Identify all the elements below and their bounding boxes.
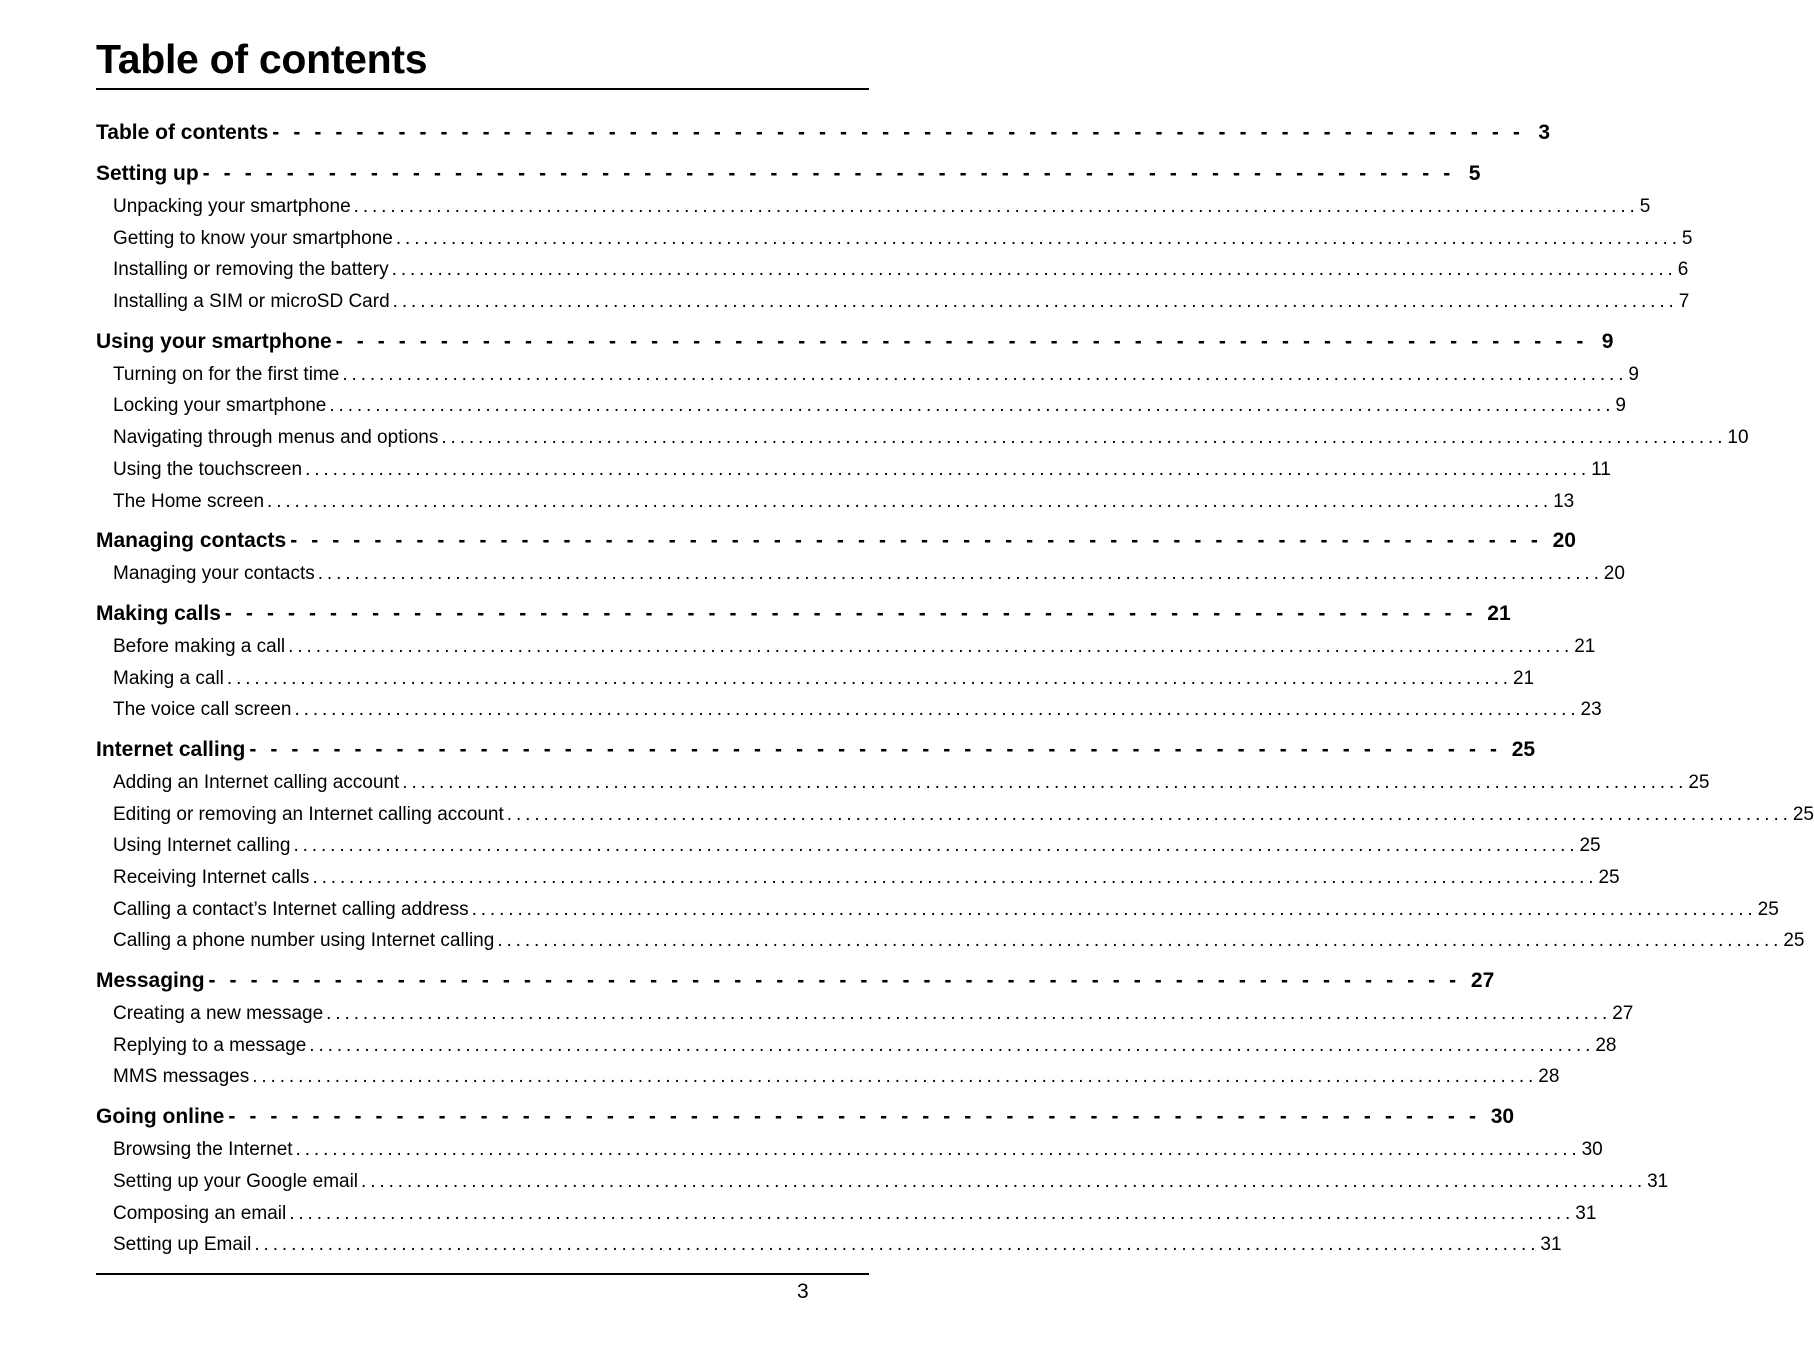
dot-leader: ............................................................................................................................................	[402, 771, 1688, 793]
subsection-title: Using the touchscreen	[113, 458, 303, 480]
toc-subsection-entry[interactable]	[96, 390, 1626, 422]
chapter-title: Going online	[96, 1105, 225, 1129]
subsection-title: Adding an Internet calling account	[113, 771, 400, 793]
dash-leader: - - - - - - - - - - - - - - - - - - - - - - - - - - - - - - - - - - - - - - - - - - - - - - - - - - - - - - - - - - - -	[202, 162, 1455, 185]
subsection-title: Replying to a message	[113, 1034, 307, 1056]
toc-subsection-entry[interactable]	[96, 1134, 1603, 1166]
subsection-page-number: 21	[1574, 635, 1596, 657]
subsection-page-number: 6	[1677, 259, 1689, 281]
dot-leader: ............................................................................................................................................	[395, 227, 1681, 249]
subsection-title: MMS messages	[113, 1066, 250, 1088]
subsection-title: Making a call	[113, 667, 224, 689]
subsection-title: The voice call screen	[113, 699, 292, 721]
toc-subsection-entry[interactable]	[96, 1166, 1669, 1198]
subsection-title: Navigating through menus and options	[113, 427, 439, 449]
dash-leader: - - - - - - - - - - - - - - - - - - - - - - - - - - - - - - - - - - - - - - - - - - - - - - - - - - - - - - - - - - - -	[335, 329, 1588, 353]
page-number: 3	[797, 1280, 809, 1303]
toc-subsection-entry[interactable]	[96, 223, 1693, 255]
dot-leader: ............................................................................................................................................	[353, 196, 1639, 217]
dot-leader: ............................................................................................................................................	[252, 1066, 1538, 1088]
toc-subsection-entry[interactable]	[96, 558, 1625, 590]
dot-leader: ............................................................................................................................................	[289, 1202, 1575, 1224]
dot-leader: ............................................................................................................................................	[293, 835, 1579, 857]
subsection-page-number: 5	[1681, 227, 1693, 249]
subsection-title: Receiving Internet calls	[113, 867, 310, 888]
toc-section	[96, 964, 1634, 1093]
chapter-page-number: 21	[1487, 601, 1511, 625]
subsection-page-number: 11	[1591, 458, 1611, 480]
subsection-title: Installing a SIM or microSD Card	[113, 291, 390, 313]
subsection-title: Locking your smartphone	[113, 395, 327, 417]
toc-subsection-entry[interactable]	[96, 799, 1814, 831]
subsection-page-number: 20	[1603, 563, 1625, 585]
subsection-title: Managing your contacts	[113, 563, 315, 585]
dot-leader: ............................................................................................................................................	[342, 363, 1628, 385]
table-of-contents	[96, 116, 1814, 1268]
toc-chapter-entry[interactable]	[96, 964, 1495, 998]
dot-leader: ............................................................................................................................................	[312, 867, 1598, 888]
chapter-title: Using your smartphone	[96, 329, 332, 353]
subsection-title: Composing an email	[113, 1202, 287, 1224]
title-divider	[96, 88, 869, 90]
toc-subsection-entry[interactable]	[96, 1229, 1562, 1261]
subsection-page-number: 31	[1540, 1234, 1562, 1256]
chapter-title: Making calls	[96, 601, 221, 625]
toc-subsection-entry[interactable]	[96, 862, 1620, 894]
subsection-title: Before making a call	[113, 635, 286, 657]
subsection-page-number: 23	[1580, 699, 1602, 721]
dot-leader: ............................................................................................................................................	[329, 395, 1615, 417]
subsection-title: Getting to know your smartphone	[113, 227, 393, 249]
subsection-title: Calling a phone number using Internet calling	[113, 930, 495, 952]
toc-chapter-entry[interactable]	[96, 597, 1511, 631]
dot-leader: ............................................................................................................................................	[361, 1170, 1647, 1192]
subsection-page-number: 5	[1639, 196, 1651, 217]
toc-subsection-entry[interactable]	[96, 286, 1690, 318]
chapter-title: Internet calling	[96, 737, 246, 761]
dot-leader: ............................................................................................................................................	[497, 930, 1783, 952]
subsection-title: Editing or removing an Internet calling account	[113, 803, 504, 825]
dash-leader: - - - - - - - - - - - - - - - - - - - - - - - - - - - - - - - - - - - - - - - - - - - - - - - - - - - - - - - - - - - -	[249, 737, 1502, 761]
dash-leader: - - - - - - - - - - - - - - - - - - - - - - - - - - - - - - - - - - - - - - - - - - - - - - - - - - - - - - - - - - - -	[224, 601, 1477, 625]
toc-chapter-entry[interactable]	[96, 733, 1536, 767]
dot-leader: ............................................................................................................................................	[254, 1234, 1540, 1256]
subsection-page-number: 30	[1581, 1139, 1603, 1161]
subsection-page-number: 31	[1647, 1170, 1669, 1192]
subsection-page-number: 25	[1598, 867, 1620, 888]
dot-leader: ............................................................................................................................................	[471, 898, 1757, 920]
subsection-title: Setting up your Google email	[113, 1170, 359, 1192]
dot-leader: ............................................................................................................................................	[392, 291, 1678, 313]
subsection-title: Unpacking your smartphone	[113, 196, 351, 217]
subsection-page-number: 9	[1615, 395, 1626, 417]
subsection-title: Turning on for the first time	[113, 363, 340, 385]
dot-leader: ............................................................................................................................................	[288, 635, 1574, 657]
chapter-page-number: 30	[1490, 1105, 1515, 1129]
toc-subsection-entry[interactable]	[96, 694, 1602, 726]
footer-divider	[96, 1273, 869, 1275]
dot-leader: ............................................................................................................................................	[391, 259, 1677, 281]
toc-section	[96, 597, 1602, 726]
subsection-title: Setting up Email	[113, 1234, 252, 1256]
subsection-page-number: 28	[1538, 1066, 1560, 1088]
subsection-page-number: 21	[1512, 667, 1535, 689]
toc-section	[96, 1100, 1669, 1261]
toc-subsection-entry[interactable]	[96, 454, 1611, 486]
chapter-page-number: 3	[1538, 121, 1551, 144]
dash-leader: - - - - - - - - - - - - - - - - - - - - - - - - - - - - - - - - - - - - - - - - - - - - - - - - - - - - - - - - - - - -	[228, 1105, 1481, 1129]
subsection-page-number: 27	[1612, 1003, 1634, 1025]
dash-leader: - - - - - - - - - - - - - - - - - - - - - - - - - - - - - - - - - - - - - - - - - - - - - - - - - - - - - - - - - - - -	[208, 969, 1461, 993]
toc-subsection-entry[interactable]	[96, 1061, 1560, 1093]
toc-subsection-entry[interactable]	[96, 663, 1535, 695]
toc-section	[96, 325, 1749, 517]
chapter-page-number: 27	[1470, 969, 1495, 993]
dot-leader: ............................................................................................................................................	[226, 667, 1512, 689]
toc-subsection-entry[interactable]	[96, 631, 1596, 663]
subsection-title: Browsing the Internet	[113, 1139, 293, 1161]
dot-leader: ............................................................................................................................................	[309, 1034, 1595, 1056]
toc-chapter-entry[interactable]	[96, 325, 1614, 359]
toc-chapter-entry[interactable]	[96, 1100, 1515, 1134]
page-title: Table of contents	[96, 36, 428, 82]
toc-subsection-entry[interactable]	[96, 767, 1710, 799]
toc-subsection-entry[interactable]	[96, 1198, 1597, 1230]
toc-subsection-entry[interactable]	[96, 191, 1651, 223]
dot-leader: ............................................................................................................................................	[317, 563, 1603, 585]
chapter-page-number: 9	[1601, 329, 1614, 353]
subsection-page-number: 25	[1757, 898, 1779, 920]
chapter-title: Table of contents	[96, 121, 269, 144]
subsection-title: The Home screen	[113, 490, 265, 512]
dot-leader: ............................................................................................................................................	[294, 699, 1580, 721]
subsection-title: Calling a contact’s Internet calling address	[113, 898, 469, 920]
toc-subsection-entry[interactable]	[96, 894, 1779, 926]
dot-leader: ............................................................................................................................................	[267, 490, 1553, 512]
toc-section	[96, 733, 1814, 957]
toc-subsection-entry[interactable]	[96, 359, 1639, 391]
dash-leader: - - - - - - - - - - - - - - - - - - - - - - - - - - - - - - - - - - - - - - - - - - - - - - - - - - - - - - - - - - - -	[272, 121, 1525, 144]
chapter-title: Managing contacts	[96, 529, 287, 553]
subsection-page-number: 7	[1678, 291, 1690, 313]
subsection-title: Installing or removing the battery	[113, 259, 389, 281]
toc-subsection-entry[interactable]	[96, 998, 1634, 1030]
toc-chapter-entry[interactable]	[96, 157, 1481, 191]
toc-section	[96, 157, 1693, 318]
chapter-page-number: 25	[1511, 737, 1536, 761]
toc-chapter-entry[interactable]	[96, 524, 1576, 558]
toc-chapter-entry[interactable]	[96, 116, 1551, 150]
toc-section	[96, 524, 1625, 590]
toc-subsection-entry[interactable]	[96, 925, 1805, 957]
toc-subsection-entry[interactable]	[96, 1030, 1617, 1062]
subsection-page-number: 10	[1727, 427, 1749, 449]
subsection-title: Creating a new message	[113, 1003, 324, 1025]
toc-subsection-entry[interactable]	[96, 486, 1575, 518]
chapter-title: Setting up	[96, 162, 199, 185]
toc-subsection-entry[interactable]	[96, 422, 1749, 454]
dash-leader: - - - - - - - - - - - - - - - - - - - - - - - - - - - - - - - - - - - - - - - - - - - - - - - - - - - - - - - - - - - -	[290, 529, 1542, 553]
subsection-title: Using Internet calling	[113, 835, 291, 857]
subsection-page-number: 25	[1783, 930, 1805, 952]
dot-leader: ............................................................................................................................................	[305, 458, 1591, 480]
subsection-page-number: 25	[1688, 771, 1710, 793]
subsection-page-number: 9	[1628, 363, 1639, 385]
subsection-page-number: 25	[1792, 803, 1814, 825]
subsection-page-number: 28	[1595, 1034, 1617, 1056]
chapter-page-number: 20	[1552, 529, 1576, 553]
subsection-page-number: 25	[1579, 835, 1601, 857]
dot-leader: ............................................................................................................................................	[506, 803, 1792, 825]
toc-subsection-entry[interactable]	[96, 254, 1689, 286]
subsection-page-number: 31	[1575, 1202, 1597, 1224]
chapter-page-number: 5	[1468, 162, 1481, 185]
subsection-page-number: 13	[1553, 490, 1575, 512]
dot-leader: ............................................................................................................................................	[326, 1003, 1612, 1025]
toc-subsection-entry[interactable]	[96, 830, 1601, 862]
chapter-title: Messaging	[96, 969, 205, 993]
toc-section	[96, 116, 1551, 150]
dot-leader: ............................................................................................................................................	[295, 1139, 1581, 1161]
dot-leader: ............................................................................................................................................	[441, 427, 1727, 449]
